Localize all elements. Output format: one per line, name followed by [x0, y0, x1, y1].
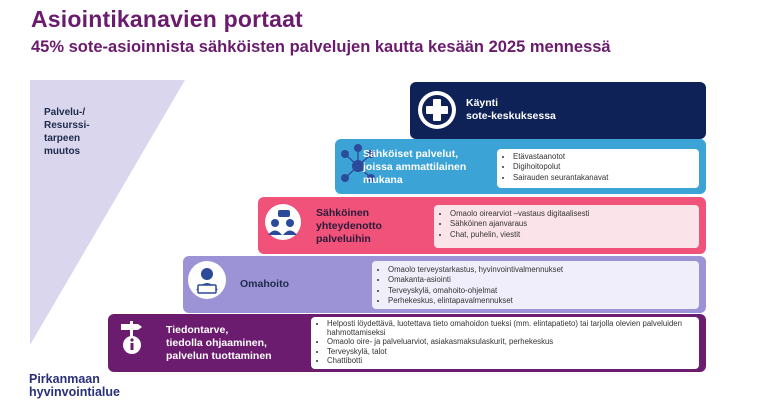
list-item: • Omaolo oirearviot –vastaus digitaalisesti: [450, 209, 693, 219]
chat-people-icon: [259, 202, 305, 242]
list-item: • Etävastaanotot: [513, 152, 693, 162]
step-e-services-label: Sähköiset palvelut, joissa ammattilainen mukana: [363, 148, 467, 186]
list-item: • Sairauden seurantakanavat: [513, 173, 693, 183]
list-item: • Perhekeskus, elintapavalmennukset: [388, 296, 693, 306]
step-information-label: Tiedontarve, tiedolla ohjaaminen, palvelun tuottaminen: [166, 324, 272, 362]
signpost-info-icon: [112, 317, 152, 357]
list-item: • Chat, puhelin, viestit: [450, 230, 693, 240]
triangle-label: Palvelu-/ Resurssi- tarpeen muutos: [44, 107, 90, 157]
list-item: • Chattibotti: [327, 356, 693, 366]
list-item: • Omakanta-asiointi: [388, 275, 693, 285]
page-subtitle: 45% sote-asioinnista sähköisten palvelujen kautta kesään 2025 mennessä: [31, 38, 611, 56]
list-item: • Omaolo oire- ja palveluarviot, asiakasmaksulaskurit, perhekeskus: [327, 337, 693, 347]
self-care-list: [372, 261, 699, 309]
e-services-list: [497, 149, 699, 188]
step-self-care-label: Omahoito: [240, 278, 289, 290]
list-item: • Terveyskylä, omahoito-ohjelmat: [388, 286, 693, 296]
step-visit-label: Käynti sote-keskuksessa: [466, 97, 556, 122]
list-item: • Digihoitopolut: [513, 162, 693, 172]
page-title: Asiointikanavien portaat: [31, 6, 303, 32]
list-item: • Helposti löydettävä, luotettava tieto omahoidon tueksi (mm. elintapatieto) tai tarjolla olevien palveluiden hahmottamiseksi: [327, 319, 693, 337]
list-item: • Terveyskylä, talot: [327, 347, 693, 357]
list-item: • Sähköinen ajanvaraus: [450, 219, 693, 229]
step-e-contact-label: Sähköinen yhteydenotto palveluihin: [316, 207, 382, 245]
information-list: [311, 317, 699, 369]
medical-cross-icon: [416, 89, 458, 131]
list-item: • Omaolo terveystarkastus, hyvinvointivalmennukset: [388, 265, 693, 275]
person-laptop-icon: [187, 260, 227, 300]
organization-logo: Pirkanmaan hyvinvointialue: [29, 372, 120, 399]
e-contact-list: [434, 205, 699, 248]
